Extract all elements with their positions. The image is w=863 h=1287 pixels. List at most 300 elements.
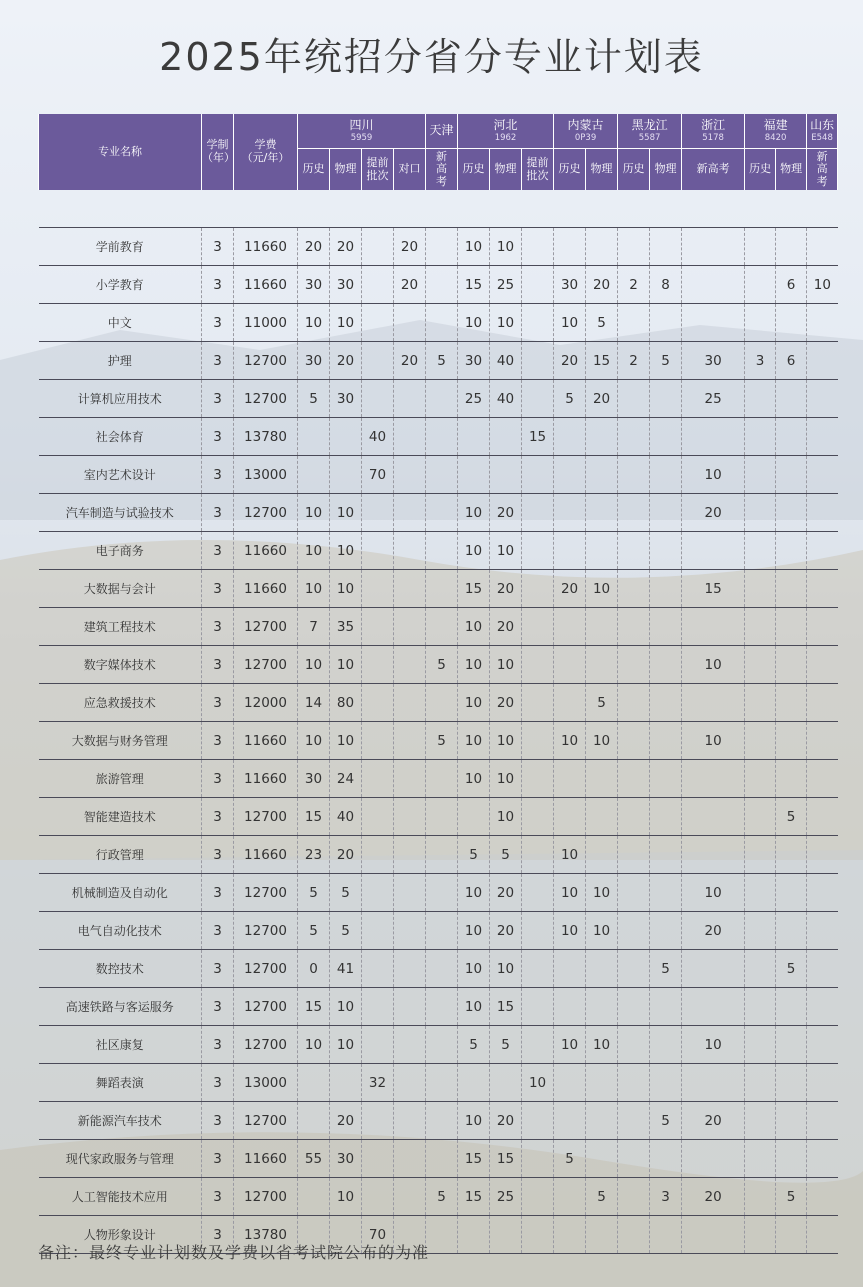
quota-cell xyxy=(394,760,426,798)
quota-cell: 5 xyxy=(776,950,807,988)
quota-cell xyxy=(807,874,838,912)
quota-cell: 20 xyxy=(682,912,745,950)
province-header-zhejiang: 浙江 5178 xyxy=(682,114,745,149)
table-row xyxy=(39,1178,838,1216)
quota-cell: 15 xyxy=(298,798,330,836)
quota-cell: 8 xyxy=(650,266,682,304)
quota-cell xyxy=(362,798,394,836)
duration-cell: 3 xyxy=(202,1026,234,1064)
quota-cell: 10 xyxy=(554,912,586,950)
quota-cell: 10 xyxy=(554,836,586,874)
quota-cell xyxy=(650,380,682,418)
quota-cell: 15 xyxy=(490,988,522,1026)
quota-cell xyxy=(745,1140,776,1178)
table-row xyxy=(39,570,838,608)
quota-cell xyxy=(650,532,682,570)
col-major-header: 专业名称 xyxy=(39,114,202,190)
quota-cell: 10 xyxy=(330,722,362,760)
quota-cell xyxy=(362,1026,394,1064)
quota-cell xyxy=(807,1178,838,1216)
quota-cell: 24 xyxy=(330,760,362,798)
table-row xyxy=(39,266,838,304)
quota-cell xyxy=(776,1140,807,1178)
quota-cell xyxy=(807,608,838,646)
major-name-cell: 电子商务 xyxy=(39,532,202,570)
footnote: 备注：最终专业计划数及学费以省考试院公布的为准 xyxy=(38,1243,430,1262)
quota-cell xyxy=(426,304,458,342)
major-name-cell: 现代家政服务与管理 xyxy=(39,1140,202,1178)
quota-cell: 10 xyxy=(490,228,522,266)
quota-cell: 10 xyxy=(298,646,330,684)
quota-cell xyxy=(458,1216,490,1254)
quota-cell: 5 xyxy=(554,380,586,418)
table-row xyxy=(39,380,838,418)
quota-cell xyxy=(807,1140,838,1178)
sub-header: 历史 xyxy=(745,149,776,191)
quota-cell xyxy=(807,646,838,684)
quota-cell xyxy=(807,1026,838,1064)
quota-cell: 10 xyxy=(330,988,362,1026)
duration-cell: 3 xyxy=(202,874,234,912)
table-row xyxy=(39,456,838,494)
quota-cell xyxy=(650,684,682,722)
quota-cell xyxy=(776,646,807,684)
quota-cell: 20 xyxy=(490,912,522,950)
quota-cell: 10 xyxy=(330,304,362,342)
duration-cell: 3 xyxy=(202,342,234,380)
quota-cell xyxy=(362,722,394,760)
quota-cell xyxy=(298,418,330,456)
quota-cell xyxy=(650,988,682,1026)
quota-cell: 10 xyxy=(554,722,586,760)
quota-cell xyxy=(682,950,745,988)
duration-cell: 3 xyxy=(202,950,234,988)
fee-cell: 12700 xyxy=(234,798,298,836)
quota-cell xyxy=(362,1140,394,1178)
quota-cell xyxy=(586,1064,618,1102)
quota-cell: 25 xyxy=(458,380,490,418)
quota-cell xyxy=(394,1140,426,1178)
duration-cell: 3 xyxy=(202,266,234,304)
quota-cell: 10 xyxy=(490,532,522,570)
quota-cell xyxy=(522,266,554,304)
major-name-cell: 应急救援技术 xyxy=(39,684,202,722)
quota-cell xyxy=(618,912,650,950)
quota-cell: 3 xyxy=(650,1178,682,1216)
quota-cell: 10 xyxy=(682,874,745,912)
quota-cell: 20 xyxy=(394,266,426,304)
quota-cell xyxy=(682,266,745,304)
quota-cell xyxy=(745,570,776,608)
fee-cell: 11660 xyxy=(234,532,298,570)
quota-cell: 5 xyxy=(458,1026,490,1064)
quota-cell xyxy=(394,798,426,836)
quota-cell xyxy=(618,380,650,418)
quota-cell xyxy=(522,532,554,570)
quota-cell xyxy=(650,1140,682,1178)
quota-cell xyxy=(394,456,426,494)
quota-cell xyxy=(426,380,458,418)
table-row xyxy=(39,760,838,798)
table-row xyxy=(39,912,838,950)
sub-header: 物理 xyxy=(650,149,682,191)
quota-cell: 25 xyxy=(682,380,745,418)
fee-cell: 11660 xyxy=(234,266,298,304)
quota-cell xyxy=(776,494,807,532)
quota-cell: 10 xyxy=(682,1026,745,1064)
duration-cell: 3 xyxy=(202,304,234,342)
quota-cell xyxy=(394,722,426,760)
quota-cell xyxy=(522,760,554,798)
quota-cell xyxy=(490,1064,522,1102)
fee-cell: 12700 xyxy=(234,1178,298,1216)
quota-cell xyxy=(618,1102,650,1140)
sub-header: 提前批次 xyxy=(522,149,554,191)
major-name-cell: 大数据与财务管理 xyxy=(39,722,202,760)
quota-cell xyxy=(776,1064,807,1102)
quota-cell: 10 xyxy=(458,950,490,988)
duration-cell: 3 xyxy=(202,684,234,722)
table-row xyxy=(39,646,838,684)
quota-cell xyxy=(745,380,776,418)
quota-cell xyxy=(362,760,394,798)
quota-cell xyxy=(554,646,586,684)
table-row xyxy=(39,228,838,266)
quota-cell: 10 xyxy=(298,570,330,608)
quota-cell: 5 xyxy=(426,722,458,760)
fee-cell: 11660 xyxy=(234,1140,298,1178)
quota-cell: 15 xyxy=(458,570,490,608)
quota-cell: 10 xyxy=(586,722,618,760)
quota-cell: 5 xyxy=(586,304,618,342)
table-row xyxy=(39,950,838,988)
quota-cell xyxy=(776,912,807,950)
major-name-cell: 大数据与会计 xyxy=(39,570,202,608)
quota-cell xyxy=(522,684,554,722)
quota-cell xyxy=(745,228,776,266)
table-row xyxy=(39,304,838,342)
sub-header: 历史 xyxy=(618,149,650,191)
quota-cell xyxy=(394,1026,426,1064)
quota-cell xyxy=(807,418,838,456)
quota-cell: 40 xyxy=(490,342,522,380)
quota-cell xyxy=(618,760,650,798)
quota-cell xyxy=(745,684,776,722)
quota-cell xyxy=(618,836,650,874)
quota-cell xyxy=(682,608,745,646)
sub-header: 历史 xyxy=(554,149,586,191)
quota-cell: 25 xyxy=(490,266,522,304)
quota-cell xyxy=(650,418,682,456)
quota-cell xyxy=(554,608,586,646)
major-name-cell: 数字媒体技术 xyxy=(39,646,202,684)
quota-cell xyxy=(650,456,682,494)
province-header-sichuan: 四川 5959 xyxy=(298,114,426,149)
quota-cell xyxy=(776,570,807,608)
quota-cell xyxy=(554,532,586,570)
fee-cell: 11660 xyxy=(234,722,298,760)
quota-cell: 10 xyxy=(330,570,362,608)
quota-cell xyxy=(650,494,682,532)
quota-cell: 40 xyxy=(490,380,522,418)
fee-cell: 12700 xyxy=(234,646,298,684)
fee-cell: 11660 xyxy=(234,228,298,266)
quota-cell: 3 xyxy=(745,342,776,380)
quota-cell: 5 xyxy=(650,342,682,380)
quota-cell xyxy=(554,760,586,798)
quota-cell xyxy=(745,760,776,798)
quota-cell: 20 xyxy=(330,836,362,874)
quota-cell xyxy=(458,798,490,836)
quota-cell: 30 xyxy=(298,266,330,304)
quota-cell xyxy=(650,570,682,608)
duration-cell: 3 xyxy=(202,1140,234,1178)
quota-cell xyxy=(554,1064,586,1102)
quota-cell: 5 xyxy=(490,836,522,874)
table-row xyxy=(39,684,838,722)
sub-header: 物理 xyxy=(776,149,807,191)
quota-cell xyxy=(394,304,426,342)
quota-cell xyxy=(586,456,618,494)
quota-cell xyxy=(745,532,776,570)
quota-cell: 55 xyxy=(298,1140,330,1178)
major-name-cell: 机械制造及自动化 xyxy=(39,874,202,912)
quota-cell: 30 xyxy=(330,380,362,418)
major-name-cell: 社区康复 xyxy=(39,1026,202,1064)
quota-cell xyxy=(522,1140,554,1178)
quota-cell xyxy=(330,456,362,494)
quota-cell: 20 xyxy=(490,570,522,608)
quota-cell xyxy=(776,722,807,760)
quota-cell xyxy=(394,950,426,988)
quota-cell xyxy=(776,608,807,646)
duration-cell: 3 xyxy=(202,570,234,608)
quota-cell xyxy=(586,798,618,836)
major-name-cell: 数控技术 xyxy=(39,950,202,988)
province-header-fujian: 福建 8420 xyxy=(745,114,807,149)
quota-cell: 15 xyxy=(458,1140,490,1178)
quota-cell: 41 xyxy=(330,950,362,988)
quota-cell xyxy=(330,418,362,456)
quota-cell: 40 xyxy=(362,418,394,456)
major-name-cell: 护理 xyxy=(39,342,202,380)
quota-cell xyxy=(362,874,394,912)
quota-cell: 10 xyxy=(586,874,618,912)
quota-cell: 20 xyxy=(490,874,522,912)
quota-cell xyxy=(362,988,394,1026)
quota-cell xyxy=(618,950,650,988)
quota-cell: 5 xyxy=(330,912,362,950)
quota-cell: 10 xyxy=(807,266,838,304)
quota-cell xyxy=(618,798,650,836)
quota-cell xyxy=(618,570,650,608)
quota-cell xyxy=(490,456,522,494)
quota-cell xyxy=(682,228,745,266)
quota-cell xyxy=(745,988,776,1026)
quota-cell xyxy=(394,646,426,684)
quota-cell: 10 xyxy=(490,722,522,760)
quota-cell xyxy=(776,988,807,1026)
quota-cell xyxy=(618,646,650,684)
quota-cell xyxy=(522,950,554,988)
fee-cell: 11000 xyxy=(234,304,298,342)
table-row xyxy=(39,342,838,380)
quota-cell: 5 xyxy=(298,912,330,950)
duration-cell: 3 xyxy=(202,532,234,570)
quota-cell xyxy=(682,798,745,836)
quota-cell xyxy=(554,494,586,532)
quota-cell: 15 xyxy=(522,418,554,456)
fee-cell: 12700 xyxy=(234,494,298,532)
quota-cell xyxy=(394,380,426,418)
quota-cell xyxy=(426,760,458,798)
quota-cell: 10 xyxy=(458,608,490,646)
quota-cell xyxy=(650,646,682,684)
quota-cell: 10 xyxy=(490,950,522,988)
quota-cell: 10 xyxy=(330,1026,362,1064)
quota-cell xyxy=(298,1178,330,1216)
sub-header: 对口 xyxy=(394,149,426,191)
quota-cell xyxy=(776,1102,807,1140)
quota-cell xyxy=(807,684,838,722)
quota-cell xyxy=(490,1216,522,1254)
quota-cell xyxy=(426,836,458,874)
quota-cell xyxy=(807,570,838,608)
quota-cell xyxy=(682,418,745,456)
quota-cell: 10 xyxy=(298,494,330,532)
quota-cell xyxy=(586,988,618,1026)
major-name-cell: 人工智能技术应用 xyxy=(39,1178,202,1216)
major-name-cell: 电气自动化技术 xyxy=(39,912,202,950)
quota-cell xyxy=(650,760,682,798)
duration-cell: 3 xyxy=(202,1216,234,1254)
quota-cell xyxy=(554,456,586,494)
quota-cell xyxy=(490,418,522,456)
major-name-cell: 室内艺术设计 xyxy=(39,456,202,494)
quota-cell xyxy=(586,646,618,684)
duration-cell: 3 xyxy=(202,1102,234,1140)
quota-cell xyxy=(458,418,490,456)
quota-cell: 10 xyxy=(458,494,490,532)
quota-cell xyxy=(586,532,618,570)
quota-cell xyxy=(298,1064,330,1102)
quota-cell: 80 xyxy=(330,684,362,722)
quota-cell: 5 xyxy=(298,874,330,912)
quota-cell xyxy=(586,950,618,988)
quota-cell: 10 xyxy=(458,228,490,266)
quota-cell xyxy=(745,494,776,532)
duration-cell: 3 xyxy=(202,798,234,836)
quota-cell xyxy=(426,494,458,532)
quota-cell xyxy=(807,342,838,380)
quota-cell: 70 xyxy=(362,1216,394,1254)
quota-cell xyxy=(650,722,682,760)
quota-cell xyxy=(807,494,838,532)
quota-cell xyxy=(554,950,586,988)
quota-cell xyxy=(426,418,458,456)
quota-cell xyxy=(522,1026,554,1064)
quota-cell xyxy=(650,874,682,912)
quota-cell xyxy=(807,1216,838,1254)
quota-cell xyxy=(776,532,807,570)
quota-cell: 20 xyxy=(330,342,362,380)
province-header-neimenggu: 内蒙古 0P39 xyxy=(554,114,618,149)
quota-cell: 6 xyxy=(776,342,807,380)
table-row xyxy=(39,1102,838,1140)
quota-cell xyxy=(586,608,618,646)
quota-cell xyxy=(618,228,650,266)
quota-cell xyxy=(776,1026,807,1064)
quota-cell: 10 xyxy=(458,912,490,950)
quota-cell xyxy=(745,874,776,912)
quota-cell: 20 xyxy=(394,228,426,266)
province-header-hebei: 河北 1962 xyxy=(458,114,554,149)
quota-cell xyxy=(426,912,458,950)
quota-cell xyxy=(682,304,745,342)
quota-cell xyxy=(362,380,394,418)
province-header-tianjin: 天津 xyxy=(426,114,458,149)
quota-cell xyxy=(298,456,330,494)
quota-cell xyxy=(586,418,618,456)
major-name-cell: 舞蹈表演 xyxy=(39,1064,202,1102)
quota-cell xyxy=(807,988,838,1026)
quota-cell xyxy=(426,228,458,266)
quota-cell xyxy=(650,836,682,874)
quota-cell: 70 xyxy=(362,456,394,494)
quota-cell xyxy=(618,1064,650,1102)
quota-cell xyxy=(522,494,554,532)
quota-cell: 10 xyxy=(458,760,490,798)
quota-cell xyxy=(394,494,426,532)
quota-cell xyxy=(426,266,458,304)
quota-cell xyxy=(745,836,776,874)
duration-cell: 3 xyxy=(202,760,234,798)
table-row xyxy=(39,1140,838,1178)
fee-cell: 11660 xyxy=(234,570,298,608)
quota-cell xyxy=(682,1064,745,1102)
quota-cell xyxy=(362,494,394,532)
quota-cell xyxy=(776,380,807,418)
quota-cell xyxy=(618,494,650,532)
quota-cell: 30 xyxy=(554,266,586,304)
quota-cell xyxy=(618,532,650,570)
duration-cell: 3 xyxy=(202,228,234,266)
quota-cell: 30 xyxy=(682,342,745,380)
quota-cell: 10 xyxy=(490,304,522,342)
table-body xyxy=(39,190,838,1254)
quota-cell: 15 xyxy=(586,342,618,380)
quota-cell xyxy=(586,494,618,532)
quota-cell xyxy=(554,988,586,1026)
sub-header: 新高考 xyxy=(807,149,838,191)
quota-cell xyxy=(776,1216,807,1254)
sub-header: 新高考 xyxy=(682,149,745,191)
quota-cell xyxy=(426,570,458,608)
quota-cell xyxy=(394,570,426,608)
quota-cell: 20 xyxy=(682,494,745,532)
quota-cell xyxy=(426,1026,458,1064)
quota-cell xyxy=(745,912,776,950)
quota-cell xyxy=(426,1216,458,1254)
quota-cell: 5 xyxy=(650,1102,682,1140)
quota-cell xyxy=(554,1102,586,1140)
duration-cell: 3 xyxy=(202,456,234,494)
province-header-heilongjiang: 黑龙江 5587 xyxy=(618,114,682,149)
quota-cell: 10 xyxy=(298,304,330,342)
fee-cell: 11660 xyxy=(234,760,298,798)
quota-cell: 10 xyxy=(298,532,330,570)
quota-cell xyxy=(362,342,394,380)
